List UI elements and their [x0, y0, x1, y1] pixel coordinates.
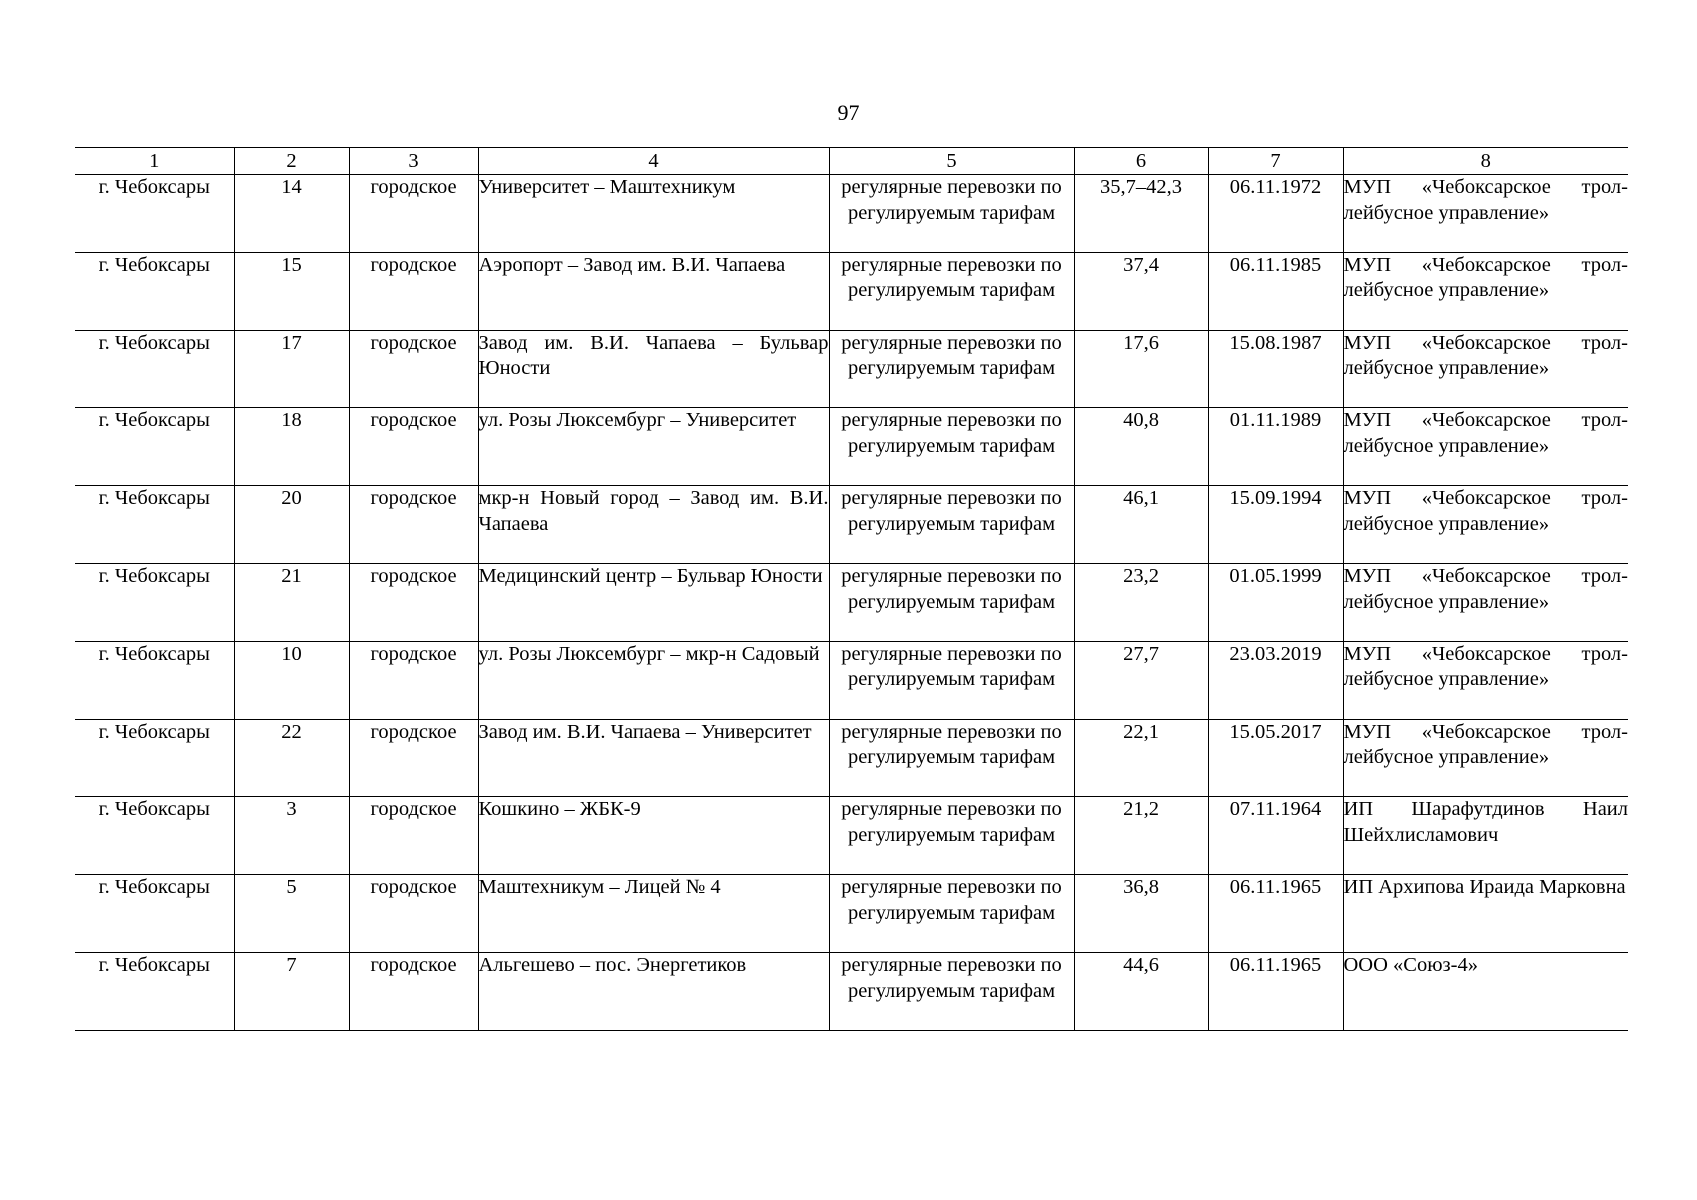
cell-route-length: 40,8	[1074, 408, 1208, 486]
cell-route-number: 3	[234, 797, 349, 875]
column-number: 3	[349, 148, 478, 175]
column-number: 1	[75, 148, 234, 175]
cell-service-kind: городское	[349, 797, 478, 875]
cell-city: г. Чебоксары	[75, 175, 234, 253]
cell-carrier: ИП Шарафутдинов Наил Шейхлисламович	[1343, 797, 1628, 875]
cell-service-kind: городское	[349, 252, 478, 330]
cell-transport-type: регулярные перевозки по регулируемым тарифам	[829, 252, 1074, 330]
cell-city: г. Чебоксары	[75, 252, 234, 330]
cell-route-name: Альгешево – пос. Энергетиков	[478, 952, 829, 1030]
cell-start-date: 06.11.1972	[1208, 175, 1343, 253]
cell-service-kind: городское	[349, 330, 478, 408]
column-number-row	[75, 148, 1628, 175]
cell-city: г. Чебоксары	[75, 563, 234, 641]
table-row	[75, 797, 1628, 875]
cell-route-name: Аэропорт – Завод им. В.И. Чапаева	[478, 252, 829, 330]
cell-route-number: 18	[234, 408, 349, 486]
cell-start-date: 06.11.1985	[1208, 252, 1343, 330]
table-row	[75, 875, 1628, 953]
cell-service-kind: городское	[349, 641, 478, 719]
table-row	[75, 486, 1628, 564]
cell-start-date: 15.09.1994	[1208, 486, 1343, 564]
cell-route-length: 37,4	[1074, 252, 1208, 330]
cell-service-kind: городское	[349, 875, 478, 953]
cell-service-kind: городское	[349, 719, 478, 797]
cell-transport-type: регулярные перевозки по регулируемым тарифам	[829, 486, 1074, 564]
table-row	[75, 252, 1628, 330]
table-row	[75, 175, 1628, 253]
cell-route-length: 17,6	[1074, 330, 1208, 408]
cell-route-length: 21,2	[1074, 797, 1208, 875]
cell-city: г. Чебоксары	[75, 486, 234, 564]
table-row	[75, 563, 1628, 641]
table-row	[75, 952, 1628, 1030]
cell-carrier: МУП «Чебоксарское троллейбусное управление»	[1343, 330, 1628, 408]
column-number: 7	[1208, 148, 1343, 175]
cell-start-date: 15.08.1987	[1208, 330, 1343, 408]
cell-city: г. Чебоксары	[75, 641, 234, 719]
cell-route-length: 23,2	[1074, 563, 1208, 641]
cell-service-kind: городское	[349, 408, 478, 486]
cell-route-number: 7	[234, 952, 349, 1030]
column-number: 6	[1074, 148, 1208, 175]
cell-route-length: 36,8	[1074, 875, 1208, 953]
cell-start-date: 06.11.1965	[1208, 875, 1343, 953]
cell-city: г. Чебоксары	[75, 719, 234, 797]
cell-route-number: 22	[234, 719, 349, 797]
cell-carrier: ИП Архипова Ираида Марковна	[1343, 875, 1628, 953]
cell-city: г. Чебоксары	[75, 875, 234, 953]
cell-transport-type: регулярные перевозки по регулируемым тарифам	[829, 875, 1074, 953]
cell-route-number: 14	[234, 175, 349, 253]
cell-route-length: 46,1	[1074, 486, 1208, 564]
page-number: 97	[837, 100, 860, 125]
cell-city: г. Чебоксары	[75, 797, 234, 875]
cell-route-name: Завод им. В.И. Чапаева – Бульвар Юности	[478, 330, 829, 408]
routes-table	[75, 147, 1628, 1031]
cell-transport-type: регулярные перевозки по регулируемым тарифам	[829, 641, 1074, 719]
cell-route-number: 17	[234, 330, 349, 408]
cell-carrier: МУП «Чебоксарское троллейбусное управление»	[1343, 563, 1628, 641]
cell-transport-type: регулярные перевозки по регулируемым тарифам	[829, 330, 1074, 408]
cell-carrier: ООО «Союз-4»	[1343, 952, 1628, 1030]
cell-route-name: ул. Розы Люксембург – Университет	[478, 408, 829, 486]
column-number: 4	[478, 148, 829, 175]
cell-route-name: Кошкино – ЖБК-9	[478, 797, 829, 875]
cell-service-kind: городское	[349, 175, 478, 253]
cell-route-length: 44,6	[1074, 952, 1208, 1030]
cell-start-date: 01.11.1989	[1208, 408, 1343, 486]
cell-transport-type: регулярные перевозки по регулируемым тарифам	[829, 952, 1074, 1030]
cell-city: г. Чебоксары	[75, 408, 234, 486]
cell-transport-type: регулярные перевозки по регулируемым тарифам	[829, 797, 1074, 875]
cell-carrier: МУП «Чебоксарское троллейбусное управление»	[1343, 719, 1628, 797]
cell-start-date: 23.03.2019	[1208, 641, 1343, 719]
cell-service-kind: городское	[349, 952, 478, 1030]
cell-city: г. Чебоксары	[75, 952, 234, 1030]
cell-service-kind: городское	[349, 486, 478, 564]
cell-route-name: Маштехникум – Лицей № 4	[478, 875, 829, 953]
cell-route-length: 22,1	[1074, 719, 1208, 797]
cell-city: г. Чебоксары	[75, 330, 234, 408]
table-row	[75, 719, 1628, 797]
cell-route-number: 10	[234, 641, 349, 719]
cell-carrier: МУП «Чебоксарское троллейбусное управление»	[1343, 486, 1628, 564]
cell-start-date: 01.05.1999	[1208, 563, 1343, 641]
cell-carrier: МУП «Чебоксарское троллейбусное управление»	[1343, 641, 1628, 719]
table-row	[75, 330, 1628, 408]
cell-route-name: мкр-н Новый город – Завод им. В.И. Чапаева	[478, 486, 829, 564]
cell-route-length: 35,7–42,3	[1074, 175, 1208, 253]
cell-start-date: 07.11.1964	[1208, 797, 1343, 875]
table-row	[75, 641, 1628, 719]
column-number: 5	[829, 148, 1074, 175]
cell-start-date: 06.11.1965	[1208, 952, 1343, 1030]
cell-route-number: 20	[234, 486, 349, 564]
cell-service-kind: городское	[349, 563, 478, 641]
column-number: 2	[234, 148, 349, 175]
cell-transport-type: регулярные перевозки по регулируемым тарифам	[829, 719, 1074, 797]
cell-carrier: МУП «Чебоксарское троллейбусное управление»	[1343, 175, 1628, 253]
cell-route-length: 27,7	[1074, 641, 1208, 719]
cell-route-name: Медицинский центр – Бульвар Юности	[478, 563, 829, 641]
cell-route-number: 15	[234, 252, 349, 330]
cell-route-number: 21	[234, 563, 349, 641]
cell-start-date: 15.05.2017	[1208, 719, 1343, 797]
cell-carrier: МУП «Чебоксарское троллейбусное управление»	[1343, 408, 1628, 486]
cell-route-number: 5	[234, 875, 349, 953]
cell-carrier: МУП «Чебоксарское троллейбусное управление»	[1343, 252, 1628, 330]
cell-route-name: Университет – Маштехникум	[478, 175, 829, 253]
table-row	[75, 408, 1628, 486]
cell-transport-type: регулярные перевозки по регулируемым тарифам	[829, 563, 1074, 641]
cell-transport-type: регулярные перевозки по регулируемым тарифам	[829, 408, 1074, 486]
cell-route-name: ул. Розы Люксембург – мкр-н Садовый	[478, 641, 829, 719]
cell-transport-type: регулярные перевозки по регулируемым тарифам	[829, 175, 1074, 253]
cell-route-name: Завод им. В.И. Чапаева – Университет	[478, 719, 829, 797]
column-number: 8	[1343, 148, 1628, 175]
